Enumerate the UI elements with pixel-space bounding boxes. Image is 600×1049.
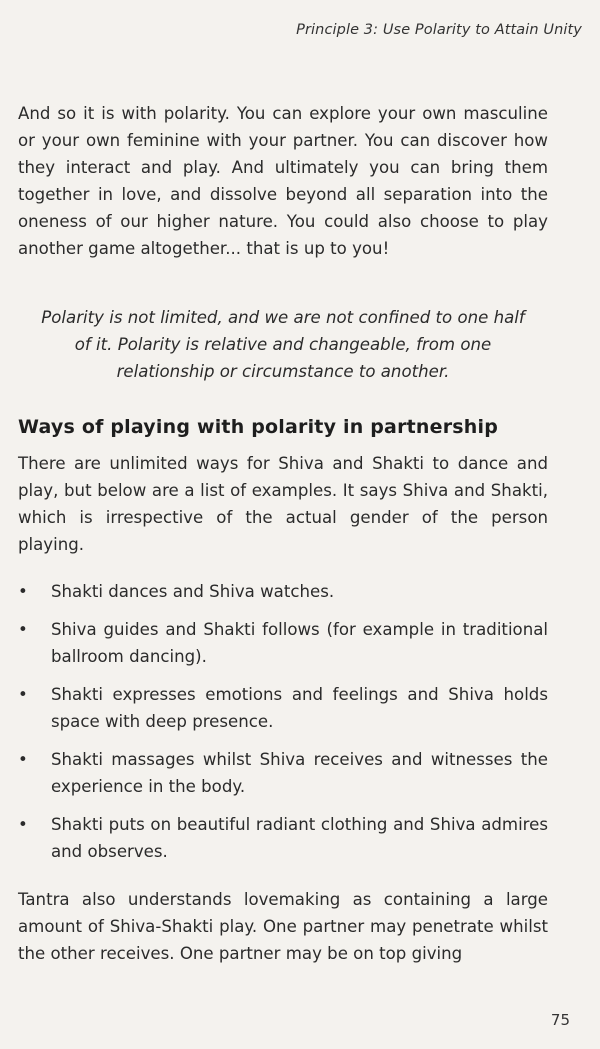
list-item bbox=[18, 578, 548, 605]
closing-paragraph: Tantra also understands lovemaking as containing a large amount of Shiva-Shakti play. One partner may penetrate whilst the other receives. One partner may be on top giving bbox=[18, 890, 548, 963]
bullet-marker: • bbox=[18, 582, 28, 601]
list-item bbox=[18, 616, 548, 670]
list-item bbox=[18, 746, 548, 800]
section-heading: Ways of playing with polarity in partnership bbox=[18, 416, 499, 438]
list-item bbox=[18, 681, 548, 735]
page-number: 75 bbox=[550, 1011, 570, 1029]
list-item-text: Shakti puts on beautiful radiant clothing and Shiva admires and observes. bbox=[51, 815, 548, 861]
list-item-text: Shakti dances and Shiva watches. bbox=[51, 582, 335, 601]
bullet-marker: • bbox=[18, 815, 28, 834]
bullet-marker: • bbox=[18, 620, 28, 639]
list-item-text: Shiva guides and Shakti follows (for example in traditional ballroom dancing). bbox=[51, 620, 548, 666]
bullet-marker: • bbox=[18, 750, 28, 769]
list-item-text: Shakti expresses emotions and feelings and Shiva holds space with deep presence. bbox=[51, 685, 548, 731]
list-item-text: Shakti massages whilst Shiva receives and witnesses the experience in the body. bbox=[51, 750, 548, 796]
list-item bbox=[18, 811, 548, 865]
bullet-marker: • bbox=[18, 685, 28, 704]
running-header: Principle 3: Use Polarity to Attain Unity bbox=[296, 22, 582, 38]
section-intro-paragraph: There are unlimited ways for Shiva and Shakti to dance and play, but below are a list of examples. It says Shiva and Shakti, which is irrespective of the actual gender of the person playing. bbox=[18, 454, 548, 554]
pull-quote: Polarity is not limited, and we are not confined to one half of it. Polarity is relative and changeable, from one relationship or circumstance to another. bbox=[41, 308, 525, 381]
examples-list bbox=[18, 578, 548, 876]
intro-paragraph: And so it is with polarity. You can explore your own masculine or your own feminine with your partner. You can discover how they interact and play. And ultimately you can bring them together in love, and dissolve beyond all separation into the oneness of our higher nature. You could also choose to play another game altogether... that is up to you! bbox=[18, 104, 548, 258]
